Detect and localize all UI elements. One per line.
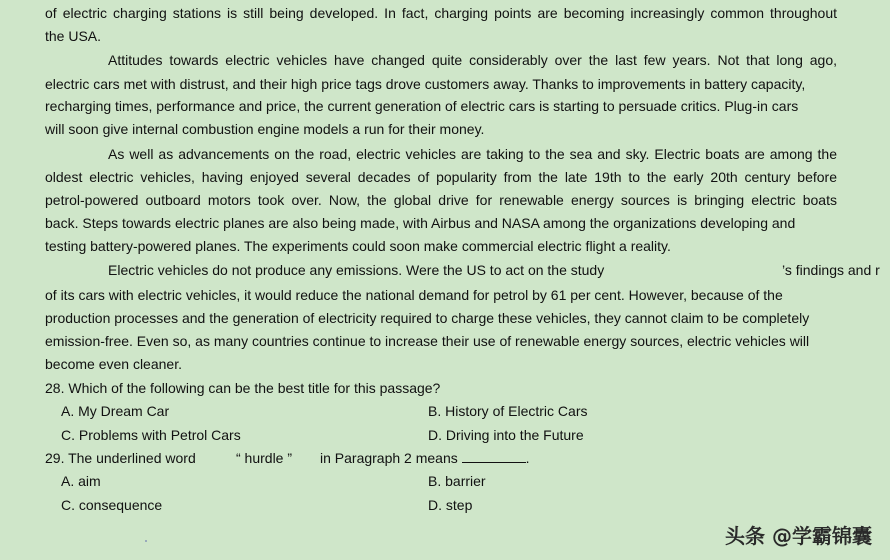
paragraph-line-part: Electric vehicles do not produce any emissions. Were the US to act on the study [108,262,605,278]
answer-option: C. Problems with Petrol Cars [61,427,241,443]
paragraph-line: of electric charging stations is still being developed. In fact, charging points are becoming increasingly common throughout [45,5,837,21]
paragraph-line: Attitudes towards electric vehicles have changed quite considerably over the last few years. Not that long ago, [108,52,837,68]
paragraph-line: the USA. [45,28,102,44]
answer-option: A. My Dream Car [61,403,170,419]
paragraph-line: of its cars with electric vehicles, it would reduce the national demand for petrol by 61 per cent. However, because of the [45,287,783,303]
paragraph-line: As well as advancements on the road, electric vehicles are taking to the sea and sky. Electric boats are among the [108,146,837,162]
answer-blank [462,450,526,463]
paragraph-line: emission-free. Even so, as many countries continue to increase their use of renewable energy sources, electric vehicles will [45,333,810,349]
answer-option: B. barrier [428,473,486,489]
paragraph-line: recharging times, performance and price, the current generation of electric cars is starting to persuade critics. Plug-in cars [45,98,799,114]
question-stem: 28. Which of the following can be the best title for this passage? [45,380,441,396]
stray-mark [145,540,147,542]
answer-option: C. consequence [61,497,163,513]
watermark: 头条 @学霸锦囊 [725,524,872,548]
question-stem-part: 29. The underlined word [45,450,196,466]
question-stem-end: . [525,450,530,466]
question-stem-text: in Paragraph 2 means [320,450,458,466]
paragraph-line: electric cars met with distrust, and their high price tags drove customers away. Thanks to improvements in battery capacity, [45,76,806,92]
paragraph-line: back. Steps towards electric planes are also being made, with Airbus and NASA among the organizations developing and [45,215,796,231]
answer-option: A. aim [61,473,101,489]
paragraph-line: testing battery-powered planes. The experiments could soon make commercial electric flight a reality. [45,238,671,254]
answer-option: B. History of Electric Cars [428,403,588,419]
quoted-word: “ hurdle ” [236,450,293,466]
paragraph-line: production processes and the generation of electricity required to charge these vehicles, they cannot claim to be completely [45,310,810,326]
paragraph-line: petrol-powered outboard motors took over. Now, the global drive for renewable energy sources is bringing electric boats [45,192,837,208]
paragraph-line: become even cleaner. [45,356,182,372]
paragraph-line: oldest electric vehicles, having enjoyed several decades of popularity from the late 19th to the early 20th century before [45,169,837,185]
question-stem-part [320,450,530,466]
answer-option: D. step [428,497,473,513]
paragraph-line: will soon give internal combustion engine models a run for their money. [45,121,485,137]
paragraph-line-part: ’s findings and r [782,262,880,278]
answer-option: D. Driving into the Future [428,427,584,443]
